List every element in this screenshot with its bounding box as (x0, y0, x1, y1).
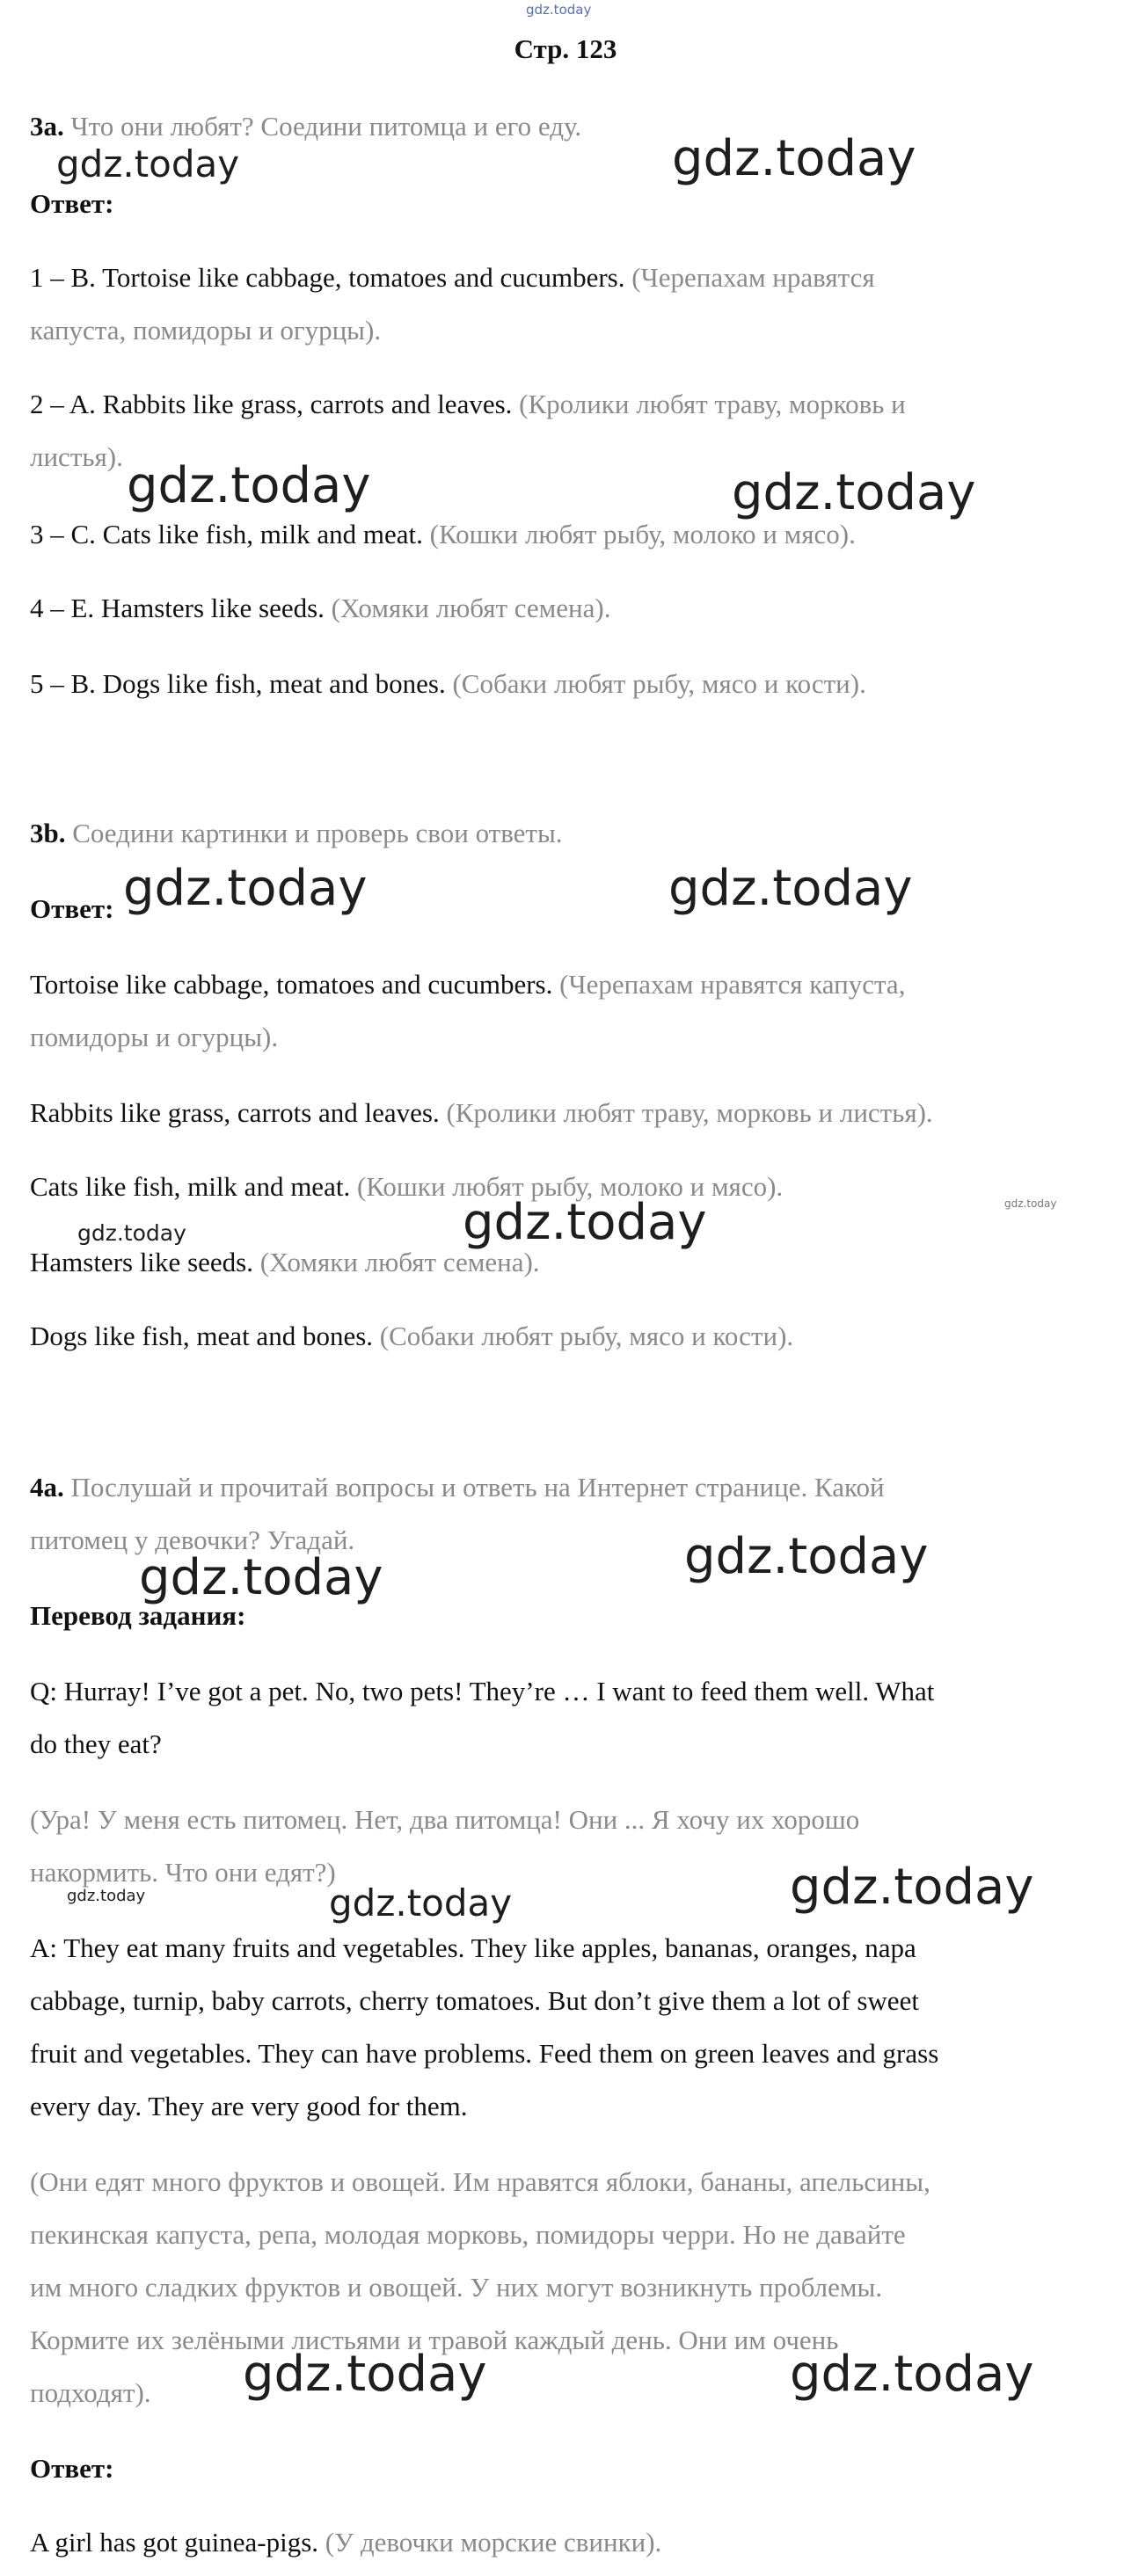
answer-3b-3-en: Cats like fish, milk and meat. (30, 1171, 351, 1202)
answer-3a-5-en: 5 – B. Dogs like fish, meat and bones. (30, 668, 446, 699)
watermark: gdz.today (463, 1194, 707, 1251)
answer-3b-2-en: Rabbits like grass, carrots and leaves. (30, 1097, 440, 1128)
answer-3a-4 (30, 582, 1085, 635)
exercise-4a-answer-ru: (У девочки морские свинки). (325, 2527, 662, 2558)
answer-3a-2 (30, 378, 1085, 431)
answer-3a-1-en: 1 – B. Tortoise like cabbage, tomatoes and cucumbers. (30, 262, 625, 293)
watermark: gdz.today (790, 1859, 1034, 1916)
watermark: gdz.today (77, 1220, 186, 1246)
watermark: gdz.today (1004, 1197, 1057, 1210)
question-ru-line-1: (Ура! У меня есть питомец. Нет, два питомца! Они ... Я хочу их хорошо (30, 1804, 860, 1835)
answer-3a-1-ru: (Черепахам нравятся (631, 262, 875, 293)
answer-3a-5 (30, 658, 1085, 710)
exercise-4a-text: Послушай и прочитай вопросы и ответь на Интернет странице. Какой (70, 1472, 885, 1503)
answer-3b-1 (30, 958, 1085, 1011)
question-line-1: Q: Hurray! I’ve got a pet. No, two pets! They’re … I want to feed them well. What (30, 1676, 935, 1706)
answer-3a-3-ru: (Кошки любят рыбу, молоко и мясо). (429, 519, 856, 549)
exercise-4a-instruction-cont: питомец у девочки? Угадай. (30, 1524, 355, 1555)
reply-line-3: fruit and vegetables. They can have problems. Feed them on green leaves and grass (30, 2038, 939, 2069)
answer-3a-2-en: 2 – A. Rabbits like grass, carrots and leaves. (30, 389, 513, 419)
watermark: gdz.today (732, 464, 976, 521)
watermark: gdz.today (672, 130, 916, 187)
exercise-3a-answer-label: Ответ: (30, 188, 114, 219)
exercise-4a-label: 4a. (30, 1472, 64, 1503)
answer-3b-1-en: Tortoise like cabbage, tomatoes and cucumbers. (30, 969, 553, 1000)
reply-ru-line-5: подходят). (30, 2377, 151, 2408)
watermark: gdz.today (790, 2346, 1034, 2403)
watermark-top: gdz.today (526, 2, 592, 18)
watermark: gdz.today (668, 860, 913, 917)
answer-3b-1-ru-cont: помидоры и огурцы). (30, 1022, 279, 1052)
answer-3b-4-ru: (Хомяки любят семена). (259, 1247, 540, 1277)
answer-3b-3-ru: (Кошки любят рыбу, молоко и мясо). (356, 1171, 784, 1202)
question-ru-line-2: накормить. Что они едят?) (30, 1857, 336, 1888)
reply-ru-line-3: им много сладких фруктов и овощей. У них могут возникнуть проблемы. (30, 2272, 883, 2303)
answer-3a-4-en: 4 – E. Hamsters like seeds. (30, 593, 325, 623)
answer-3a-3-en: 3 – C. Cats like fish, milk and meat. (30, 519, 423, 549)
answer-3b-5-en: Dogs like fish, meat and bones. (30, 1321, 374, 1351)
reply-ru-line-2: пекинская капуста, репа, молодая морковь, помидоры черри. Но не давайте (30, 2219, 906, 2250)
answer-3b-5 (30, 1310, 1085, 1363)
exercise-4a-translation-label: Перевод задания: (30, 1600, 246, 1631)
exercise-3a-text: Что они любят? Соедини питомца и его еду. (70, 111, 582, 142)
exercise-4a-answer (30, 2516, 1085, 2569)
watermark: gdz.today (56, 142, 240, 186)
reply-ru-line-1: (Они едят много фруктов и овощей. Им нравятся яблоки, бананы, апельсины, (30, 2166, 930, 2197)
exercise-3b-answer-label: Ответ: (30, 893, 114, 924)
watermark: gdz.today (127, 457, 371, 514)
answer-3b-4-en: Hamsters like seeds. (30, 1247, 253, 1277)
question-line-2: do they eat? (30, 1728, 162, 1759)
exercise-3b-label: 3b. (30, 818, 66, 848)
reply-line-2: cabbage, turnip, baby carrots, cherry tomatoes. But don’t give them a lot of sweet (30, 1985, 919, 2016)
watermark: gdz.today (123, 860, 368, 917)
exercise-3b-instruction (30, 807, 1085, 860)
watermark: gdz.today (329, 1881, 513, 1925)
watermark: gdz.today (684, 1528, 929, 1585)
exercise-4a-answer-en: A girl has got guinea-pigs. (30, 2527, 319, 2558)
page-title: Стр. 123 (514, 33, 617, 64)
reply-line-1: A: They eat many fruits and vegetables. They like apples, bananas, oranges, napa (30, 1932, 916, 1963)
exercise-4a-instruction (30, 1461, 1085, 1514)
answer-3b-5-ru: (Собаки любят рыбу, мясо и кости). (379, 1321, 794, 1351)
watermark: gdz.today (243, 2346, 487, 2403)
answer-3a-1 (30, 251, 1085, 304)
answer-3a-2-ru: (Кролики любят траву, морковь и (519, 389, 906, 419)
answer-3b-1-ru: (Черепахам нравятся капуста, (559, 969, 906, 1000)
answer-3b-2-ru: (Кролики любят траву, морковь и листья). (446, 1097, 933, 1128)
answer-3a-2-ru-cont: листья). (30, 441, 123, 472)
watermark: gdz.today (139, 1549, 383, 1606)
answer-3a-4-ru: (Хомяки любят семена). (331, 593, 611, 623)
watermark: gdz.today (67, 1887, 146, 1905)
exercise-4a-answer-label: Ответ: (30, 2453, 114, 2484)
answer-3a-5-ru: (Собаки любят рыбу, мясо и кости). (452, 668, 866, 699)
exercise-3b-text: Соедини картинки и проверь свои ответы. (72, 818, 563, 848)
answer-3b-2 (30, 1087, 1085, 1139)
reply-ru-line-4: Кормите их зелёными листьями и травой каждый день. Они им очень (30, 2325, 839, 2355)
reply-line-4: every day. They are very good for them. (30, 2091, 468, 2121)
exercise-3a-label: 3a. (30, 111, 64, 142)
answer-3a-1-ru-cont: капуста, помидоры и огурцы). (30, 315, 382, 346)
